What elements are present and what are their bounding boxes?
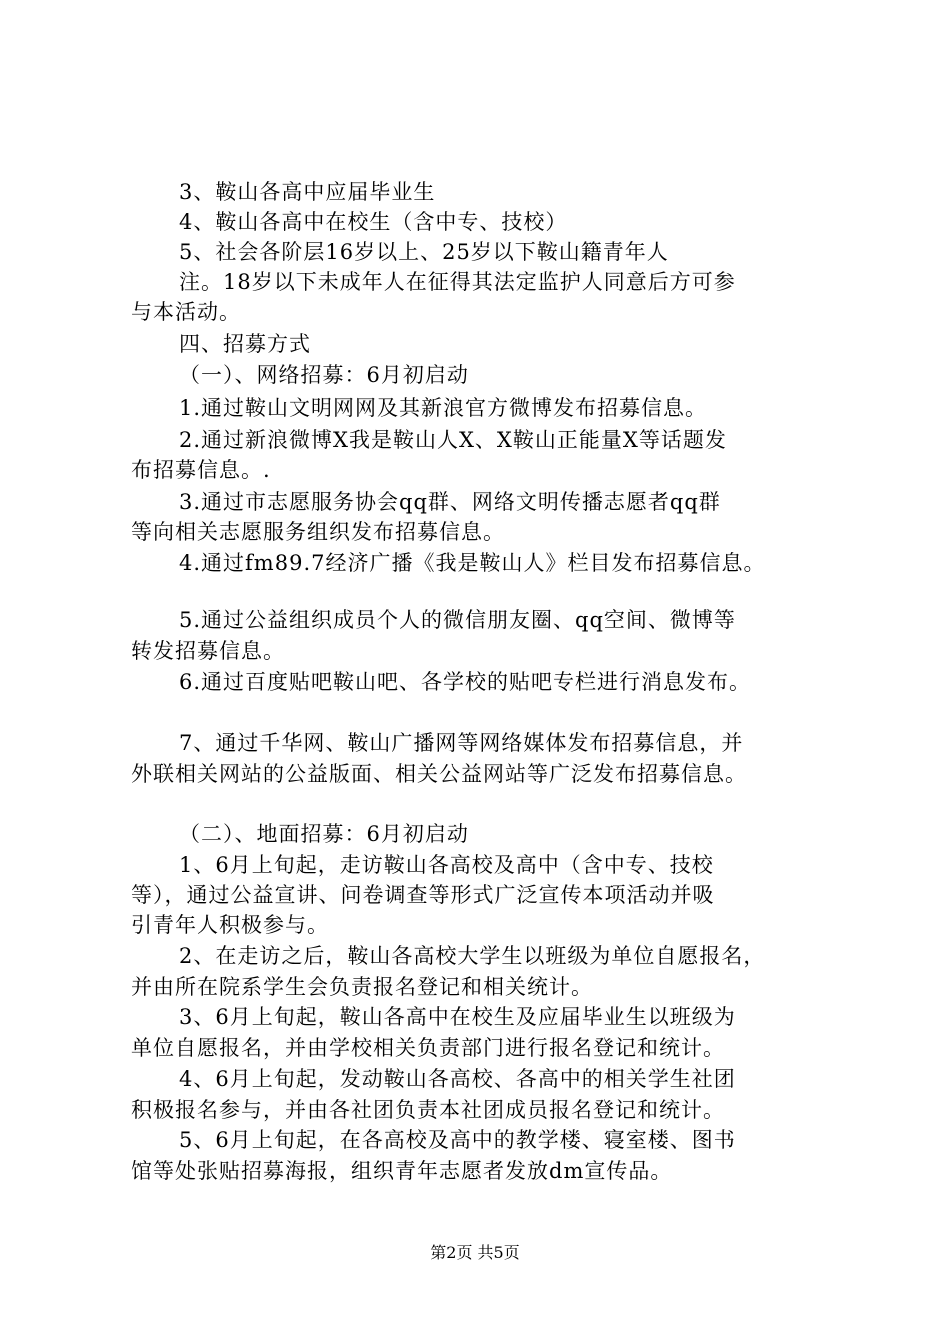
ground-item-2-line-1: 2、在走访之后，鞍山各高校大学生以班级为单位自愿报名， xyxy=(179,944,766,968)
ground-item-3-line-2: 单位自愿报名，并由学校相关负责部门进行报名登记和统计。 xyxy=(131,1036,725,1060)
online-item-7-line-1: 7、通过千华网、鞍山广播网等网络媒体发布招募信息，并 xyxy=(179,731,744,755)
ground-item-4-line-2: 积极报名参与，并由各社团负责本社团成员报名登记和统计。 xyxy=(131,1098,725,1122)
section-heading-recruitment: 四、招募方式 xyxy=(179,332,311,356)
online-item-6: 6.通过百度贴吧鞍山吧、各学校的贴吧专栏进行消息发布。 xyxy=(179,670,752,694)
online-item-2-line-2: 布招募信息。. xyxy=(131,458,271,482)
online-item-5-line-2: 转发招募信息。 xyxy=(131,639,285,663)
page-footer: 第2页 共5页 xyxy=(430,1243,520,1262)
online-item-3-line-1: 3.通过市志愿服务协会qq群、网络文明传播志愿者qq群 xyxy=(179,490,721,514)
online-item-4: 4.通过fm89.7经济广播《我是鞍山人》栏目发布招募信息。 xyxy=(179,551,766,575)
ground-item-1-line-1: 1、6月上旬起，走访鞍山各高校及高中（含中专、技校 xyxy=(179,853,714,877)
online-item-3-line-2: 等向相关志愿服务组织发布招募信息。 xyxy=(131,520,505,544)
list-item-5: 5、社会各阶层16岁以上、25岁以下鞍山籍青年人 xyxy=(179,240,669,264)
ground-item-5-line-2: 馆等处张贴招募海报，组织青年志愿者发放dm宣传品。 xyxy=(131,1159,673,1183)
ground-item-1-line-3: 引青年人积极参与。 xyxy=(131,913,329,937)
online-item-1: 1.通过鞍山文明网网及其新浪官方微博发布招募信息。 xyxy=(179,396,708,420)
list-item-4: 4、鞍山各高中在校生（含中专、技校） xyxy=(179,210,568,234)
ground-item-1-line-2: 等），通过公益宣讲、问卷调查等形式广泛宣传本项活动并吸 xyxy=(131,883,715,907)
ground-item-5-line-1: 5、6月上旬起，在各高校及高中的教学楼、寝室楼、图书 xyxy=(179,1128,736,1152)
subsection-heading-online: （一）、网络招募：6月初启动 xyxy=(179,363,469,387)
online-item-5-line-1: 5.通过公益组织成员个人的微信朋友圈、qq空间、微博等 xyxy=(179,608,736,632)
ground-item-4-line-1: 4、6月上旬起，发动鞍山各高校、各高中的相关学生社团 xyxy=(179,1067,736,1091)
ground-item-2-line-2: 并由所在院系学生会负责报名登记和相关统计。 xyxy=(131,975,593,999)
list-item-3: 3、鞍山各高中应届毕业生 xyxy=(179,180,436,204)
note-line-1: 注。18岁以下未成年人在征得其法定监护人同意后方可参 xyxy=(179,270,736,294)
subsection-heading-ground: （二）、地面招募：6月初启动 xyxy=(179,822,469,846)
note-line-2: 与本活动。 xyxy=(131,300,241,324)
ground-item-3-line-1: 3、6月上旬起，鞍山各高中在校生及应届毕业生以班级为 xyxy=(179,1005,736,1029)
online-item-7-line-2: 外联相关网站的公益版面、相关公益网站等广泛发布招募信息。 xyxy=(131,762,747,786)
online-item-2-line-1: 2.通过新浪微博X我是鞍山人X、X鞍山正能量X等话题发 xyxy=(179,428,727,452)
